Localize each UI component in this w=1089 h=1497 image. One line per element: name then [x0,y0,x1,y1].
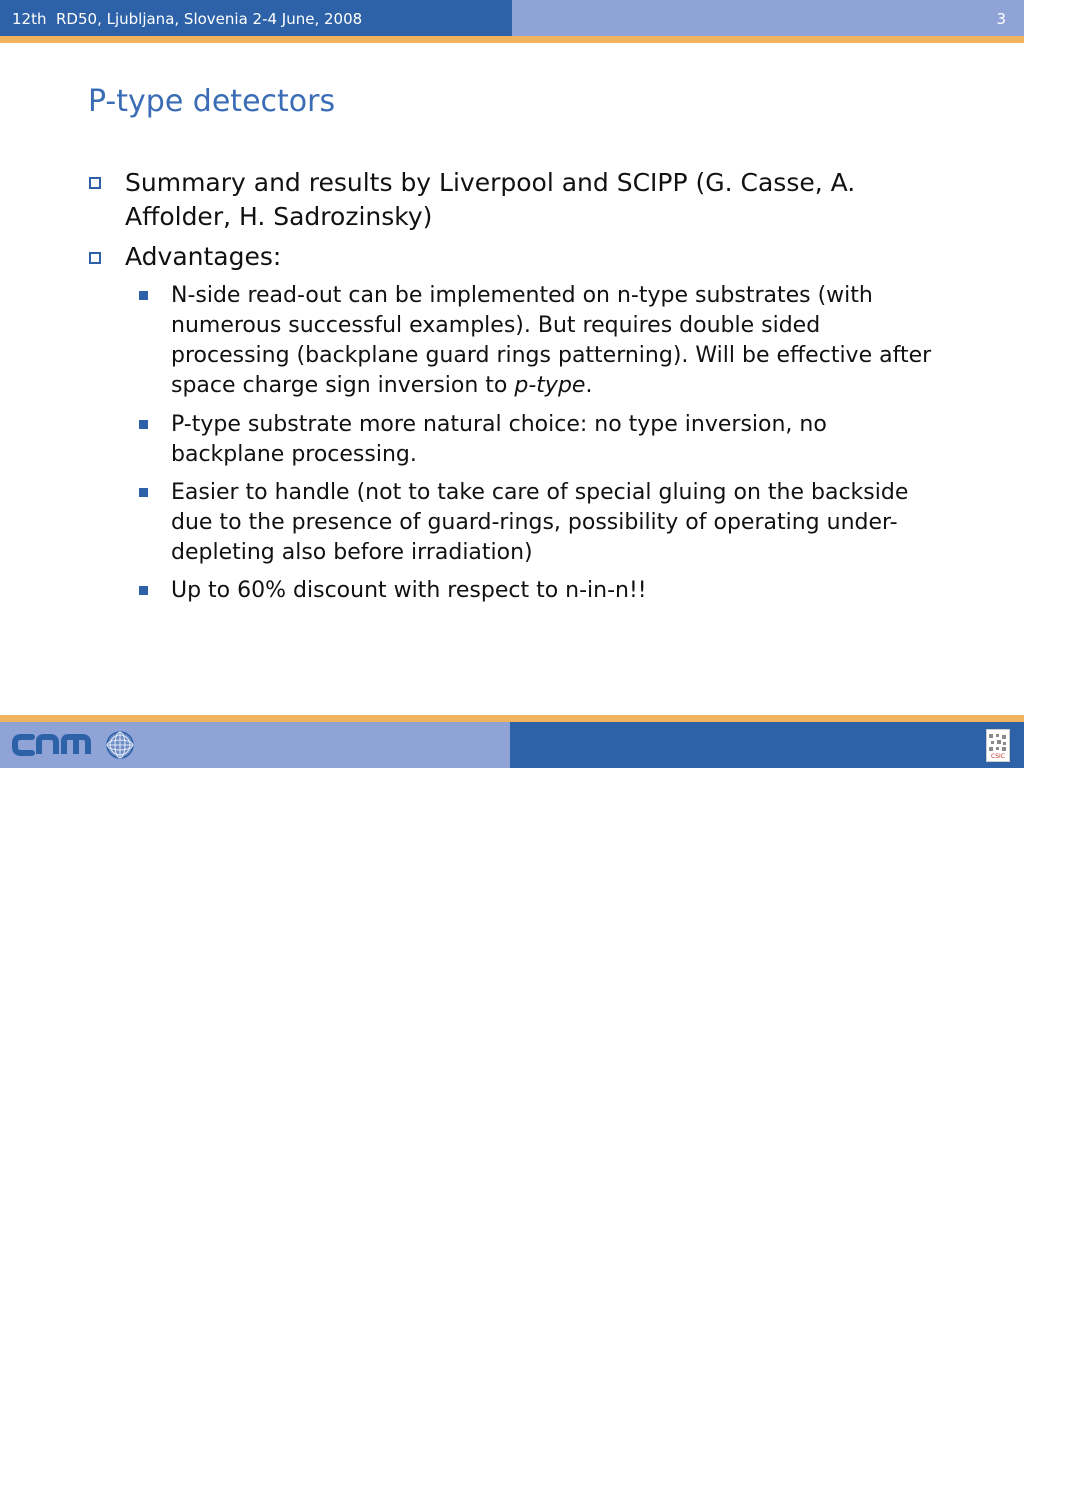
bullet-level2-emphasis: p-type [514,373,586,398]
csic-logo-icon [986,729,1010,762]
author-name: Manuel Lozano [1031,1459,1089,1497]
filled-square-bullet-icon [139,586,148,595]
csic-logo-text: CSIC [991,753,1005,760]
bullet-level2-tail: . [585,373,593,398]
bullet-level2: Up to 60% discount with respect to n-in-n!! [171,578,647,603]
filled-square-bullet-icon [139,291,148,300]
bullet-level2: Easier to handle (not to take care of special gluing on the backside due to the presence of guard-rings, possibility of operating under-depleting also before irradiation) [171,480,909,565]
hollow-square-bullet-icon [89,177,101,189]
bullet-level2-text: N-side read-out can be implemented on n-type substrates (with numerous successful examples). But requires double sided processing (backplane guard rings patterning). Will be effective after space charge sign inversion to [171,283,932,398]
header-bar-left [0,0,512,36]
filled-square-bullet-icon [139,488,148,497]
footer-accent-line [0,715,1024,722]
filled-square-bullet-icon [139,420,148,429]
header-bar-right [512,0,1024,36]
event-text: 12th RD50, Ljubljana, Slovenia 2-4 June, 2008 [12,10,363,28]
header-accent-line [0,36,1024,43]
footer-bar-right [510,722,1089,1497]
bullet-level1: Summary and results by Liverpool and SCIPP (G. Casse, A. Affolder, H. Sadrozinsky) [125,168,856,231]
hollow-square-bullet-icon [89,252,101,264]
slide-title: P-type detectors [88,84,336,119]
page-number: 3 [996,10,1006,28]
bullet-level2 [171,281,941,401]
bullet-level2: P-type substrate more natural choice: no type inversion, no backplane processing. [171,412,827,467]
bullet-level1: Advantages: [125,242,282,271]
cnm-logo-icon [12,729,138,761]
